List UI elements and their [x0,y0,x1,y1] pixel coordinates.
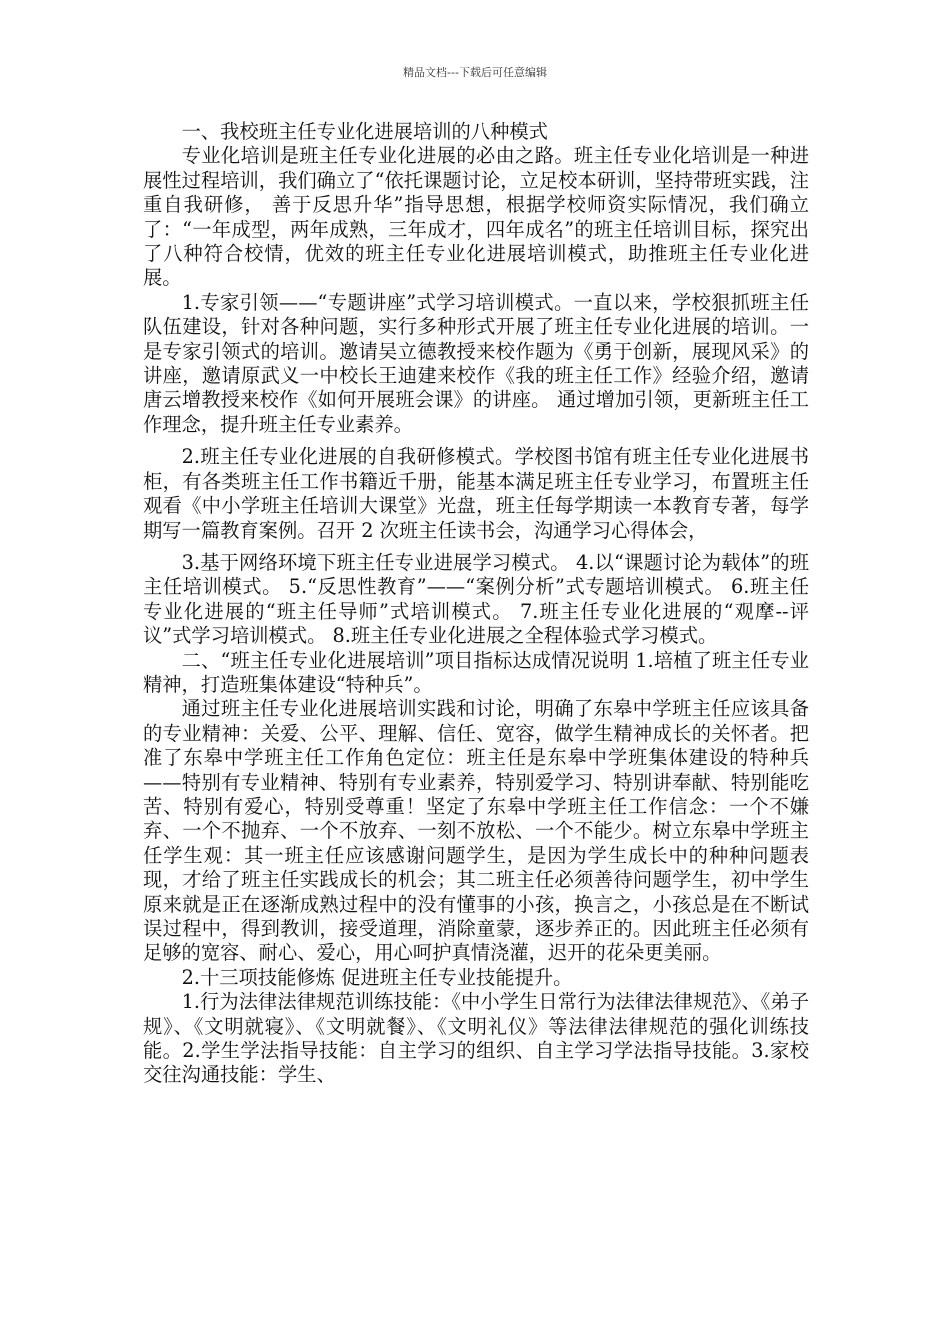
paragraph: 专业化培训是班主任专业化进展的必由之路。班主任专业化培训是一种进展性过程培训，我们确立了“依托课题讨论，立足校本研训，坚持带班实践，注重自我研修， 善于反思升华”指导思想，根据学校师资实际情况，我们确立了：“一年成型，两年成熟，三年成才，四年成名”的班主任培训目标，探究出了八种符合校情，优效的班主任专业化进展培训模式，助推班主任专业化进展。 [143,144,809,290]
paragraph: 2.十三项技能修炼 促进班主任专业技能提升。 [181,965,573,989]
paragraph: 1.专家引领——“专题讲座”式学习培训模式。一直以来，学校狠抓班主任队伍建设，针对各种问题，实行多种形式开展了班主任专业化进展的培训。一是专家引领式的培训。邀请吴立德教授来校作题为《勇于创新，展现风采》的讲座，邀请原武义一中校长王迪建来校作《我的班主任工作》经验介绍，邀请唐云增教授来校作《如何开展班会课》的讲座。 通过增加引领，更新班主任工作理念，提升班主任专业素养。 [143,290,809,436]
document-body [143,120,809,1088]
paragraph: 1.行为法律法律规范训练技能：《中小学生日常行为法律法律规范》、《弟子规》、《文明就寝》、《文明就餐》、《文明礼仪》等法律法律规范的强化训练技能。2.学生学法指导技能：自主学习的组织、自主学习学法指导技能。3.家校交往沟通技能：学生、 [143,990,809,1087]
paragraph: 3.基于网络环境下班主任专业进展学习模式。 4.以“课题讨论为载体”的班主任培训模式。 5.“反思性教育”——“案例分析”式专题培训模式。 6.班主任专业化进展的“班主任导师”式培训模式。 7.班主任专业化进展的“观摩--评议”式学习培训模式。 8.班主任专业化进展之全程体验式学习模式。 [143,550,809,648]
paragraph: 通过班主任专业化进展培训实践和讨论，明确了东皋中学班主任应该具备的专业精神：关爱、公平、理解、信任、宽容，做学生精神成长的关怀者。把准了东皋中学班主任工作角色定位：班主任是东皋中学班集体建设的特种兵——特别有专业精神、特别有专业素养，特别爱学习、特别讲奉献、特别能吃苦、特别有爱心，特别受尊重！坚定了东皋中学班主任工作信念：一个不嫌弃、一个不抛弃、一个不放弃、一刻不放松、一个不能少。树立东皋中学班主任学生观：其一班主任应该感谢问题学生，是因为学生成长中的种种问题表现，才给了班主任实践成长的机会；其二班主任必须善待问题学生，初中学生原来就是正在逐渐成熟过程中的没有懂事的小孩，换言之，小孩总是在不断试误过程中，得到教训，接受道理，消除童蒙，逐步养正的。因此班主任必须有足够的宽容、耐心、爱心，用心呵护真情浇灌，迟开的花朵更美丽。 [143,697,809,965]
paragraph: 2.班主任专业化进展的自我研修模式。学校图书馆有班主任专业化进展书柜，有各类班主任工作书籍近千册，能基本满足班主任专业学习，布置班主任观看《中小学班主任培训大课堂》光盘，班主任每学期读一本教育专著，每学期写一篇教育案例。召开 2 次班主任读书会，沟通学习心得体会， [143,445,809,542]
page-header: 精品文档---下载后可任意编辑 [403,66,547,79]
section-heading-1: 一、我校班主任专业化进展培训的八种模式 [181,120,548,143]
section-heading-2: 二、“班主任专业化进展培训”项目指标达成情况说明 1.培植了班主任专业精神，打造班集体建设“特种兵”。 [143,648,809,696]
